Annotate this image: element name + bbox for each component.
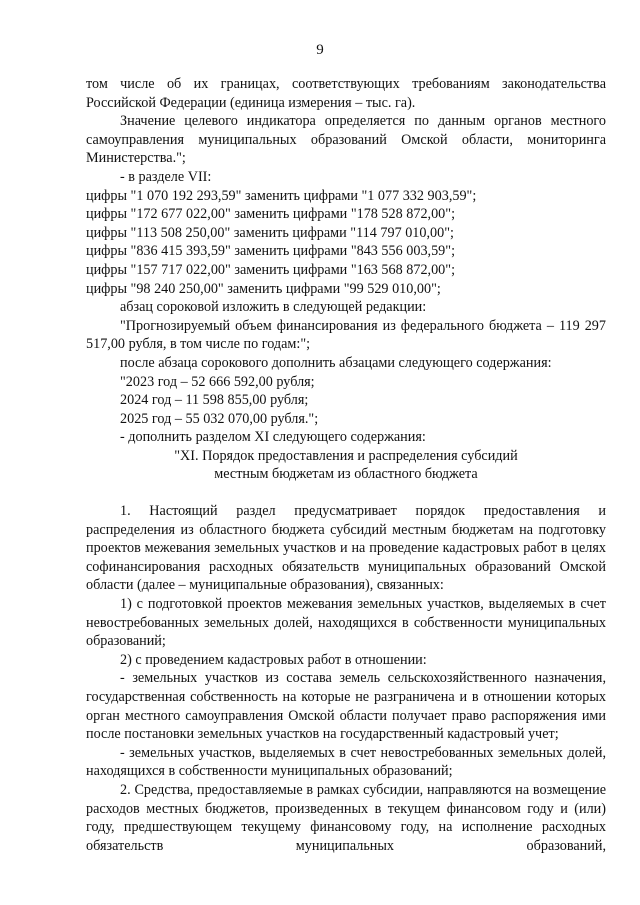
- paragraph-p1b: Российской Федерации (единица измерения – тыс. га).: [86, 94, 416, 111]
- paragraph-p2: Значение целевого индикатора определяется по данным органов местного самоуправления муниципальных образований Омской области, мониторинга Министерства.";: [86, 113, 606, 167]
- section-paragraph-list: [86, 502, 606, 855]
- paragraph-p14: 2024 год – 11 598 855,00 рубля;: [120, 392, 309, 409]
- paragraph-s4: - земельных участков из состава земель сельскохозяйственного назначения, государственная собственность на которые не разграничена и в отношении которых орган местного самоуправления Омской области получает право распоряжения ими после постановки земельных участков на государственный кадастровый учет;: [86, 670, 606, 743]
- paragraph-p1a: том числе об их границах, соответствующих требованиям законодательства: [86, 76, 606, 92]
- paragraph-p11: "Прогнозируемый объем финансирования из федерального бюджета – 119 297 517,00 рубля, в том числе по годам:";: [86, 317, 606, 353]
- paragraph-s1: 1. Настоящий раздел предусматривает порядок предоставления и распределения из областного бюджета субсидий местным бюджетам на подготовку проектов межевания земельных участков и на проведение кадастровых работ в целях софинансирования расходных обязательств муниципальных образований Омской области (далее – муниципальные образования), связанных:: [86, 503, 606, 594]
- paragraph-p7: цифры "836 415 393,59" заменить цифрами "843 556 003,59";: [86, 243, 456, 260]
- paragraph-s3: 2) с проведением кадастровых работ в отношении:: [120, 651, 427, 668]
- paragraph-s2: 1) с подготовкой проектов межевания земельных участков, выделяемых в счет невостребованных земельных долей, находящихся в собственности муниципальных образований;: [86, 596, 606, 650]
- paragraph-p5: цифры "172 677 022,00" заменить цифрами "178 528 872,00";: [86, 206, 456, 223]
- section-heading-line-1: "XI. Порядок предоставления и распределения субсидий: [174, 447, 518, 464]
- paragraph-p4: цифры "1 070 192 293,59" заменить цифрами "1 077 332 903,59";: [86, 187, 477, 204]
- paragraph-p15: 2025 год – 55 032 070,00 рубля.";: [120, 410, 319, 427]
- paragraph-s6: 2. Средства, предоставляемые в рамках субсидии, направляются на возмещение расходов местных бюджетов, произведенных в текущем финансовом году и (или) году, предшествующем текущему финансовому году, на исполнение расходных обязательств муниципальных образований,: [86, 781, 606, 854]
- paragraph-p9: цифры "98 240 250,00" заменить цифрами "99 529 010,00";: [86, 280, 441, 297]
- document-body: [86, 75, 606, 855]
- paragraph-p8: цифры "157 717 022,00" заменить цифрами "163 568 872,00";: [86, 261, 456, 278]
- paragraph-p12: после абзаца сорокового дополнить абзацами следующего содержания:: [120, 354, 552, 371]
- paragraph-p6: цифры "113 508 250,00" заменить цифрами "114 797 010,00";: [86, 224, 454, 241]
- paragraph-p13: "2023 год – 52 666 592,00 рубля;: [120, 373, 315, 390]
- paragraph-s5: - земельных участков, выделяемых в счет невостребованных земельных долей, находящихся в собственности муниципальных образований;: [86, 744, 606, 780]
- paragraph-p3: - в разделе VII:: [120, 168, 212, 185]
- page-number: 9: [316, 42, 324, 58]
- paragraph-list: [86, 75, 606, 447]
- section-gap: [86, 484, 606, 502]
- section-heading-line-2: местным бюджетам из областного бюджета: [214, 466, 478, 483]
- paragraph-p10: абзац сороковой изложить в следующей редакции:: [120, 299, 427, 316]
- paragraph-p16: - дополнить разделом XI следующего содержания:: [120, 429, 426, 446]
